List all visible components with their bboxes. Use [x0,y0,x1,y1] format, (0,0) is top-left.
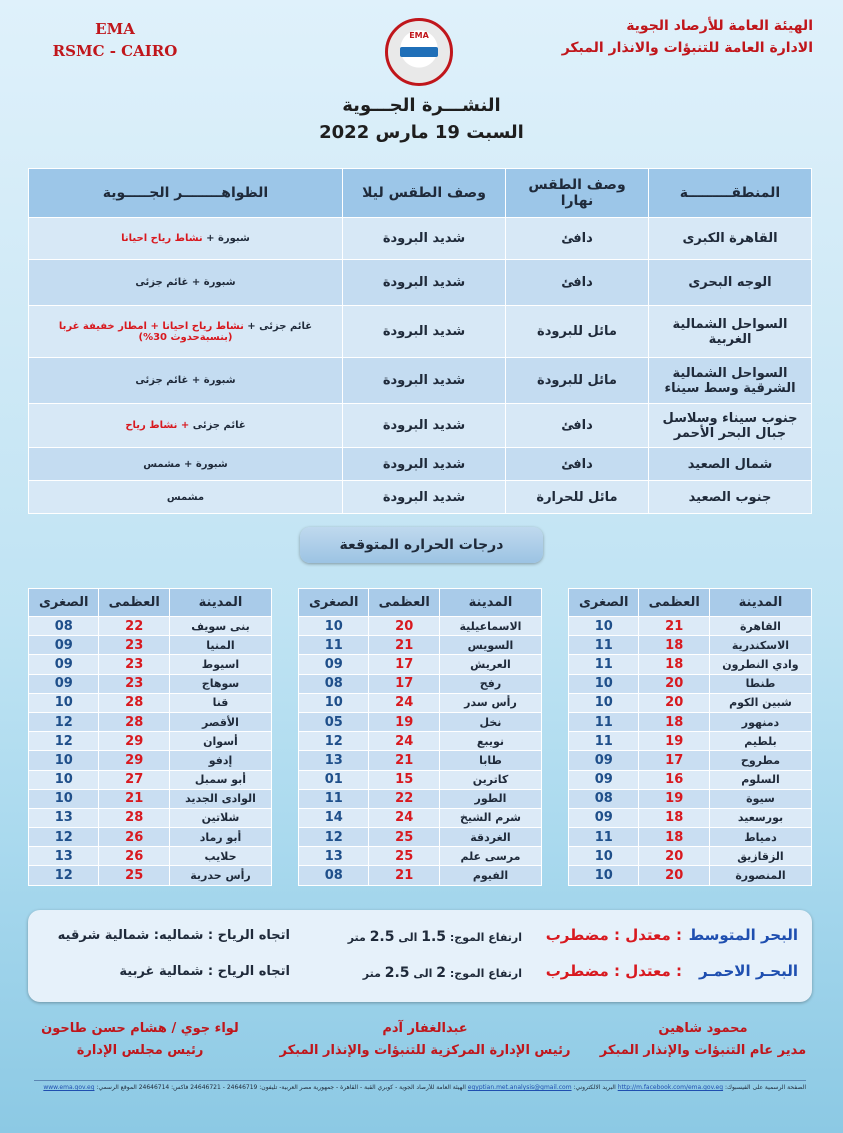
min-temp-cell: 11 [569,828,639,847]
website-link[interactable]: www.ema.gov.eg [43,1084,95,1091]
table-row [29,847,272,866]
region-cell: القاهرة الكبرى [649,218,812,260]
min-temp-cell: 08 [299,866,369,885]
sea-state: : معتدل : مضطرب [545,962,682,980]
wave-label: ارتفاع الموج: [449,931,522,944]
max-temp-cell: 18 [639,808,709,827]
night-cell: شديد البرودة [343,306,506,358]
table-row [569,828,812,847]
max-temp-cell: 21 [369,636,439,655]
table-row [299,674,542,693]
city-cell: قنا [169,693,271,712]
max-temp-cell: 19 [639,789,709,808]
wave-unit: متر [347,931,366,944]
max-temp-cell: 20 [639,674,709,693]
min-temp-cell: 10 [299,617,369,636]
wave-to: 2.5 [369,929,395,945]
table-row [29,808,272,827]
table-row [299,808,542,827]
min-temp-cell: 12 [299,828,369,847]
city-cell: القاهرة [709,617,811,636]
table-row [299,732,542,751]
max-temp-cell: 26 [99,828,169,847]
temp-table-header [569,589,812,617]
min-temp-cell: 08 [299,674,369,693]
city-cell: أبو سمبل [169,770,271,789]
min-temp-cell: 12 [299,732,369,751]
min-temp-cell: 09 [569,751,639,770]
min-temp-cell: 11 [569,712,639,731]
min-temp-cell: 10 [569,866,639,885]
weather-table-header [29,169,812,218]
min-temp-cell: 11 [299,636,369,655]
min-temp-cell: 12 [29,712,99,731]
max-temp-cell: 22 [369,789,439,808]
signature-title: رئيس مجلس الإدارة [76,1043,204,1058]
signature-title: رئيس الإدارة المركزية للتنبؤات والإنذار المبكر [279,1043,571,1058]
min-temp-cell: 10 [29,693,99,712]
max-temp-cell: 23 [99,655,169,674]
table-row [299,828,542,847]
min-temp-cell: 10 [299,693,369,712]
max-temp-cell: 28 [99,808,169,827]
sea-row-mediterranean [28,926,812,956]
table-row [299,693,542,712]
min-temp-cell: 05 [299,712,369,731]
phenomena-cell [29,404,343,448]
header-en-line1: EMA [95,20,135,38]
header-ar-line1: الهيئة العامة للأرصاد الجوية [626,18,813,34]
min-temp-cell: 13 [29,808,99,827]
min-temp-cell: 10 [569,674,639,693]
phenomena-cell [29,218,343,260]
region-cell: جنوب سيناء وسلاسل جبال البحر الأحمر [649,404,812,448]
min-temp-cell: 09 [29,636,99,655]
table-row [299,636,542,655]
city-cell: رفح [439,674,541,693]
expected-temperatures-label: درجات الحراره المتوقعة [300,527,543,563]
night-cell: شديد البرودة [343,218,506,260]
temp-table-header [299,589,542,617]
wave-height [363,965,522,981]
table-row [299,655,542,674]
max-temp-cell: 24 [369,808,439,827]
table-row [299,712,542,731]
header-max: العظمى [639,589,709,617]
phenomena-cell [29,358,343,404]
day-cell: دافئ [506,260,649,306]
phenomena-cell [29,306,343,358]
table-row [29,260,812,306]
city-cell: شبين الكوم [709,693,811,712]
weather-table [28,168,812,514]
table-row [29,617,272,636]
wave-from: 2 [436,965,447,981]
city-cell: نويبع [439,732,541,751]
max-temp-cell: 15 [369,770,439,789]
wave-mid: الى [398,931,418,944]
table-row [299,866,542,885]
wind-direction: اتجاه الرياح : شمالية غربية [119,964,290,979]
min-temp-cell: 10 [29,770,99,789]
sea-row-red [28,962,812,992]
sea-state: : معتدل : مضطرب [545,926,682,944]
max-temp-cell: 24 [369,693,439,712]
bulletin-title: النشـــرة الجـــوية [342,95,501,116]
min-temp-cell: 09 [569,808,639,827]
max-temp-cell: 25 [369,847,439,866]
city-cell: إدفو [169,751,271,770]
phen-text: شبورة + غائم جزئى [135,375,236,386]
phen-text: شبورة + [202,233,250,244]
city-cell: الفيوم [439,866,541,885]
max-temp-cell: 25 [99,866,169,885]
table-row [29,448,812,481]
max-temp-cell: 20 [639,847,709,866]
city-cell: أبو رماد [169,828,271,847]
city-cell: السلوم [709,770,811,789]
signature-title: مدير عام التنبؤات والإنذار المبكر [599,1043,807,1058]
max-temp-cell: 16 [639,770,709,789]
day-cell: مائل للبرودة [506,358,649,404]
table-row [569,617,812,636]
table-row [569,693,812,712]
city-cell: السويس [439,636,541,655]
max-temp-cell: 21 [369,751,439,770]
city-cell: الطور [439,789,541,808]
max-temp-cell: 23 [99,674,169,693]
footer [34,1084,806,1091]
region-cell: شمال الصعيد [649,448,812,481]
max-temp-cell: 17 [369,655,439,674]
header-max: العظمى [99,589,169,617]
table-row [29,828,272,847]
max-temp-cell: 27 [99,770,169,789]
city-cell: دمياط [709,828,811,847]
sea-name: البحـر الاحمـر [698,962,798,980]
phen-text: غائم جزئى + [243,320,313,332]
city-cell: طابا [439,751,541,770]
header-phenomena: الظواهــــــــر الجـــــوية [29,169,343,218]
table-row [299,789,542,808]
region-cell: جنوب الصعيد [649,481,812,514]
region-cell: السواحل الشمالية الشرقية وسط سيناء [649,358,812,404]
city-cell: رأس سدر [439,693,541,712]
phen-text: غائم جزئى [189,420,246,431]
city-cell: العريش [439,655,541,674]
city-cell: حلايب [169,847,271,866]
min-temp-cell: 09 [29,655,99,674]
header-min: الصغرى [569,589,639,617]
header-night: وصف الطقس ليلا [343,169,506,218]
min-temp-cell: 08 [569,789,639,808]
max-temp-cell: 19 [639,732,709,751]
table-row [569,732,812,751]
table-row [29,655,272,674]
night-cell: شديد البرودة [343,448,506,481]
min-temp-cell: 11 [569,732,639,751]
city-cell: أسوان [169,732,271,751]
header-day: وصف الطقس نهارا [506,169,649,218]
temp-table-header [29,589,272,617]
city-cell: دمنهور [709,712,811,731]
city-cell: نخل [439,712,541,731]
max-temp-cell: 20 [639,866,709,885]
day-cell: مائل للحرارة [506,481,649,514]
signature-2 [270,1018,580,1062]
city-cell: الأقصر [169,712,271,731]
table-row [29,306,812,358]
temp-table-3 [28,588,272,886]
max-temp-cell: 29 [99,751,169,770]
header-en-line2: RSMC - CAIRO [52,42,178,60]
day-cell: مائل للبرودة [506,306,649,358]
min-temp-cell: 13 [299,751,369,770]
header-english [40,18,190,62]
table-row [299,847,542,866]
table-row [29,751,272,770]
signature-1 [593,1018,813,1062]
header-max: العظمى [369,589,439,617]
city-cell: مرسى علم [439,847,541,866]
table-row [29,358,812,404]
day-cell: دافئ [506,448,649,481]
footer-text-2: البريد الالكتروني: [573,1084,616,1091]
min-temp-cell: 11 [569,655,639,674]
phenomena-cell [29,260,343,306]
night-cell: شديد البرودة [343,260,506,306]
email-link[interactable]: egyptian.met.analysis@gmail.com [467,1084,572,1091]
logo-wave-band [400,47,438,57]
table-row [569,770,812,789]
table-row [29,866,272,885]
min-temp-cell: 12 [29,866,99,885]
city-cell: الاسماعيلية [439,617,541,636]
signature-name: محمود شاهين [658,1021,748,1036]
min-temp-cell: 11 [569,636,639,655]
table-row [29,636,272,655]
city-cell: سيوة [709,789,811,808]
table-row [299,617,542,636]
min-temp-cell: 01 [299,770,369,789]
header-city: المدينة [169,589,271,617]
phen-text: شبورة + مشمس [143,458,228,470]
sea-state-box [28,910,812,1002]
max-temp-cell: 23 [99,636,169,655]
table-row [569,866,812,885]
max-temp-cell: 28 [99,712,169,731]
max-temp-cell: 17 [639,751,709,770]
temp-table-2 [298,588,542,886]
min-temp-cell: 12 [29,828,99,847]
max-temp-cell: 19 [369,712,439,731]
table-row [569,655,812,674]
header-ar-line2: الادارة العامة للتنبؤات والانذار المبكر [561,40,813,56]
max-temp-cell: 22 [99,617,169,636]
table-row [569,751,812,770]
min-temp-cell: 10 [29,751,99,770]
wave-label: ارتفاع الموج: [449,967,522,980]
day-cell: دافئ [506,218,649,260]
max-temp-cell: 18 [639,655,709,674]
region-cell: السواحل الشمالية الغربية [649,306,812,358]
header-region: المنطقـــــــــة [649,169,812,218]
city-cell: بنى سويف [169,617,271,636]
table-row [569,712,812,731]
city-cell: بلطيم [709,732,811,751]
phen-text: شبورة + غائم جزئى [135,277,236,288]
max-temp-cell: 20 [369,617,439,636]
phen-text-red: نشاط رياح احيانا [121,233,203,244]
footer-text-1: الصفحة الرسمية على الفيسبوك: [724,1084,806,1091]
header-city: المدينة [709,589,811,617]
min-temp-cell: 08 [29,617,99,636]
city-cell: كاترين [439,770,541,789]
max-temp-cell: 29 [99,732,169,751]
min-temp-cell: 13 [29,847,99,866]
phenomena-cell [29,448,343,481]
sea-name: البحر المتوسط [688,926,798,944]
city-cell: الوادى الجديد [169,789,271,808]
wave-unit: متر [362,967,381,980]
max-temp-cell: 24 [369,732,439,751]
phenomena-cell [29,481,343,514]
table-row [569,808,812,827]
table-row [29,218,812,260]
signature-name: عبدالغفار آدم [382,1021,468,1036]
header-min: الصغرى [299,589,369,617]
max-temp-cell: 21 [369,866,439,885]
footer-divider [34,1080,806,1081]
max-temp-cell: 18 [639,828,709,847]
table-row [569,674,812,693]
table-row [29,674,272,693]
city-cell: المنصورة [709,866,811,885]
temp-table-1 [568,588,812,886]
min-temp-cell: 09 [569,770,639,789]
phen-text-red: نشاط رياح احيانا + امطار خفيفة غربا [58,320,244,332]
wave-from: 1.5 [421,929,447,945]
table-row [29,693,272,712]
table-row [569,847,812,866]
city-cell: الاسكندرية [709,636,811,655]
ema-logo [385,18,453,86]
wind-direction: اتجاه الرياح : شماليه: شمالية شرقيه [57,928,290,943]
city-cell: رأس حدربة [169,866,271,885]
header-arabic [562,15,813,59]
min-temp-cell: 09 [29,674,99,693]
max-temp-cell: 21 [639,617,709,636]
max-temp-cell: 17 [369,674,439,693]
city-cell: المنيا [169,636,271,655]
min-temp-cell: 14 [299,808,369,827]
signature-3 [30,1018,250,1062]
night-cell: شديد البرودة [343,481,506,514]
city-cell: بورسعيد [709,808,811,827]
city-cell: شرم الشيخ [439,808,541,827]
signature-name: لواء جوي / هشام حسن طاحون [41,1021,239,1036]
min-temp-cell: 11 [299,789,369,808]
max-temp-cell: 18 [639,712,709,731]
day-cell: دافئ [506,404,649,448]
region-cell: الوجه البحرى [649,260,812,306]
table-row [299,751,542,770]
header-min: الصغرى [29,589,99,617]
max-temp-cell: 20 [639,693,709,712]
max-temp-cell: 21 [99,789,169,808]
footer-text-3: الهيئة العامة للأرصاد الجوية - كوبري القبة - القاهرة - جمهورية مصر العربية- تليفون: 24646719 - 24646721 فاكس: 24646714 الموقع الرسمي: [96,1084,466,1091]
logo-text: EMA [409,31,429,40]
table-row [29,732,272,751]
max-temp-cell: 25 [369,828,439,847]
min-temp-cell: 10 [569,693,639,712]
max-temp-cell: 28 [99,693,169,712]
phen-probability: (بنسبةحدوث 30%) [138,331,233,343]
min-temp-cell: 12 [29,732,99,751]
table-row [29,404,812,448]
city-cell: الغردقة [439,828,541,847]
table-row [569,636,812,655]
city-cell: طنطا [709,674,811,693]
phen-text-red: + نشاط رياح [125,420,190,431]
phen-text: مشمس [166,491,205,503]
max-temp-cell: 18 [639,636,709,655]
table-row [29,789,272,808]
table-row [299,770,542,789]
night-cell: شديد البرودة [343,358,506,404]
night-cell: شديد البرودة [343,404,506,448]
table-row [569,789,812,808]
min-temp-cell: 10 [569,617,639,636]
city-cell: مطروح [709,751,811,770]
table-row [29,770,272,789]
city-cell: سوهاج [169,674,271,693]
city-cell: وادي النطرون [709,655,811,674]
header-city: المدينة [439,589,541,617]
min-temp-cell: 10 [29,789,99,808]
max-temp-cell: 26 [99,847,169,866]
city-cell: الزقازيق [709,847,811,866]
table-row [29,481,812,514]
city-cell: شلاتين [169,808,271,827]
facebook-link[interactable]: http://m.facebook.com/ema.gov.eg [617,1084,724,1091]
wave-height [348,929,522,945]
wave-to: 2.5 [384,965,410,981]
min-temp-cell: 13 [299,847,369,866]
min-temp-cell: 09 [299,655,369,674]
wave-mid: الى [413,967,433,980]
min-temp-cell: 10 [569,847,639,866]
city-cell: اسيوط [169,655,271,674]
table-row [29,712,272,731]
bulletin-date: السبت 19 مارس 2022 [319,122,524,143]
